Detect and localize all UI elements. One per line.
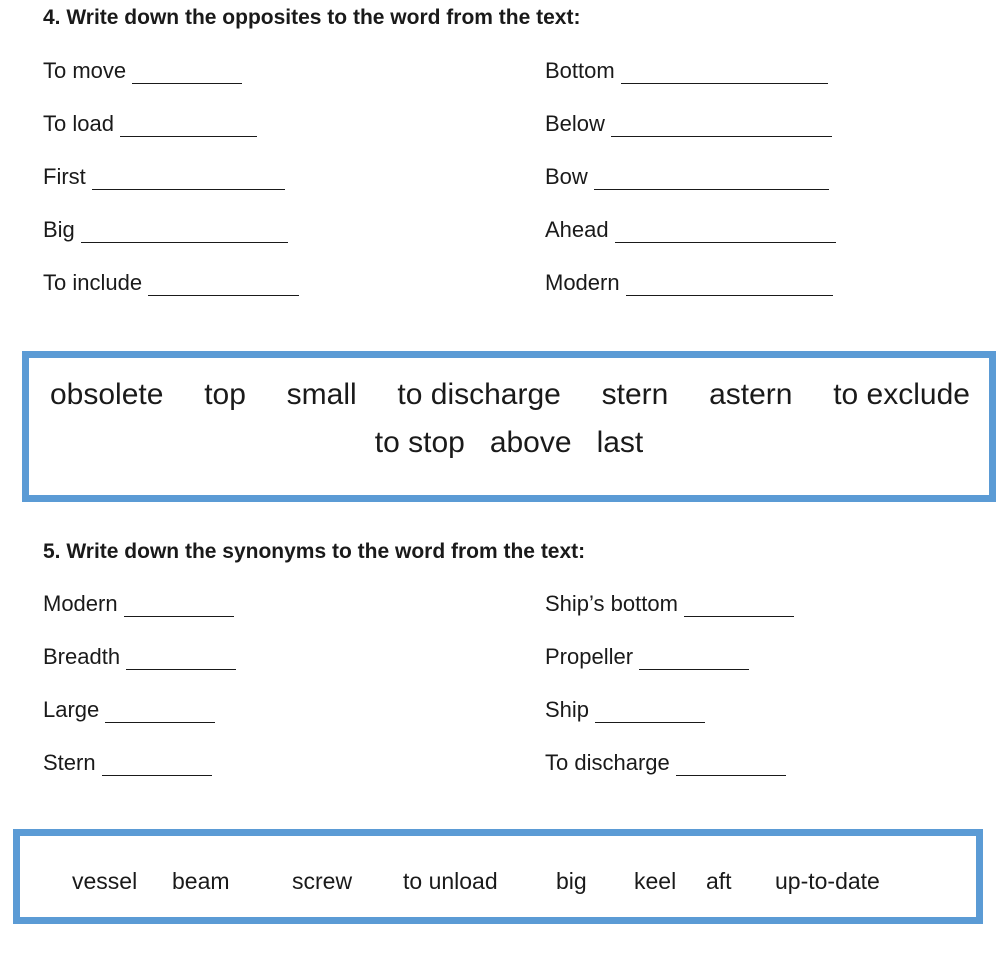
item-label: First bbox=[43, 164, 86, 189]
answer-blank[interactable] bbox=[92, 169, 285, 190]
word-bank-word: to stop bbox=[374, 426, 465, 459]
word-bank-word: keel bbox=[634, 868, 677, 894]
word-bank-word: above bbox=[489, 426, 572, 459]
answer-blank[interactable] bbox=[615, 222, 836, 243]
answer-blank[interactable] bbox=[105, 702, 215, 723]
answer-blank[interactable] bbox=[639, 649, 749, 670]
answer-blank[interactable] bbox=[81, 222, 288, 243]
word-bank-word: to discharge bbox=[397, 378, 561, 411]
answer-blank[interactable] bbox=[621, 63, 828, 84]
answer-blank[interactable] bbox=[684, 596, 794, 617]
word-bank-word: obsolete bbox=[50, 378, 164, 411]
item-label: Ship bbox=[545, 697, 590, 722]
exercise-4-item bbox=[43, 111, 257, 137]
exercise-4-item bbox=[43, 217, 288, 243]
item-label: To move bbox=[43, 58, 127, 83]
answer-blank[interactable] bbox=[126, 649, 236, 670]
word-bank-word: small bbox=[286, 378, 357, 411]
exercise-4-title: 4. Write down the opposites to the word from the text: bbox=[43, 6, 581, 29]
exercise-5-item bbox=[43, 644, 236, 670]
exercise-4-item bbox=[43, 164, 285, 190]
exercise-5-word-bank bbox=[13, 829, 983, 924]
word-bank-word: beam bbox=[172, 868, 230, 894]
answer-blank[interactable] bbox=[102, 755, 212, 776]
item-label: Big bbox=[43, 217, 75, 242]
item-label: Modern bbox=[43, 591, 118, 616]
exercise-5-item bbox=[545, 750, 786, 776]
exercise-4-item bbox=[545, 217, 836, 243]
item-label: Large bbox=[43, 697, 100, 722]
exercise-4-item bbox=[545, 270, 833, 296]
item-label: To discharge bbox=[545, 750, 670, 775]
word-bank-word: up-to-date bbox=[775, 868, 880, 894]
item-label: Propeller bbox=[545, 644, 634, 669]
exercise-5-item bbox=[545, 591, 794, 617]
item-label: Bow bbox=[545, 164, 588, 189]
word-bank-line bbox=[29, 378, 989, 412]
word-bank-word: to exclude bbox=[833, 378, 970, 411]
word-bank-word: to unload bbox=[403, 868, 498, 894]
item-label: Stern bbox=[43, 750, 96, 775]
exercise-4-item bbox=[545, 111, 832, 137]
answer-blank[interactable] bbox=[594, 169, 829, 190]
exercise-4-item bbox=[43, 270, 299, 296]
item-label: Modern bbox=[545, 270, 620, 295]
exercise-4-item bbox=[545, 164, 829, 190]
exercise-5-item bbox=[545, 697, 705, 723]
word-bank-line bbox=[29, 426, 989, 460]
item-label: Ship’s bottom bbox=[545, 591, 678, 616]
exercise-5-item bbox=[43, 750, 212, 776]
answer-blank[interactable] bbox=[626, 275, 833, 296]
item-label: Ahead bbox=[545, 217, 609, 242]
answer-blank[interactable] bbox=[611, 116, 832, 137]
exercise-4-item bbox=[43, 58, 242, 84]
exercise-5-item bbox=[545, 644, 749, 670]
answer-blank[interactable] bbox=[120, 116, 257, 137]
answer-blank[interactable] bbox=[595, 702, 705, 723]
word-bank-word: aft bbox=[706, 868, 732, 894]
item-label: Below bbox=[545, 111, 605, 136]
exercise-4-word-bank bbox=[22, 351, 996, 502]
exercise-5-title: 5. Write down the synonyms to the word from the text: bbox=[43, 540, 586, 563]
word-bank-word: top bbox=[204, 378, 246, 411]
item-label: Breadth bbox=[43, 644, 121, 669]
answer-blank[interactable] bbox=[148, 275, 299, 296]
word-bank-word: last bbox=[596, 426, 644, 459]
item-label: To include bbox=[43, 270, 143, 295]
word-bank-word: big bbox=[556, 868, 587, 894]
item-label: To load bbox=[43, 111, 114, 136]
item-label: Bottom bbox=[545, 58, 615, 83]
word-bank-word: screw bbox=[292, 868, 353, 894]
exercise-5-item bbox=[43, 697, 215, 723]
exercise-5-item bbox=[43, 591, 234, 617]
answer-blank[interactable] bbox=[676, 755, 786, 776]
word-bank-word: stern bbox=[601, 378, 669, 411]
answer-blank[interactable] bbox=[124, 596, 234, 617]
word-bank-word: vessel bbox=[72, 868, 138, 894]
answer-blank[interactable] bbox=[132, 63, 242, 84]
exercise-4-item bbox=[545, 58, 828, 84]
word-bank-word: astern bbox=[709, 378, 793, 411]
